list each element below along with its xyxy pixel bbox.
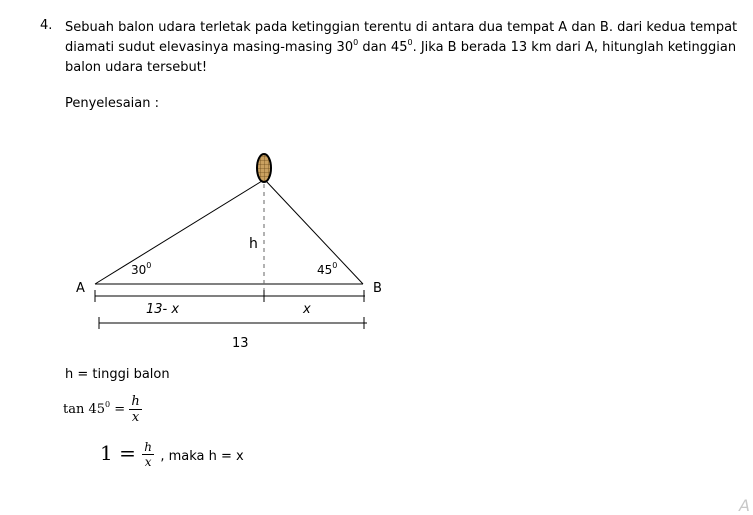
label-height: h [249,236,258,252]
angle-b-degree: 0 [332,261,338,270]
line2-mid: dan 45 [358,40,408,55]
line-balloon-to-b [266,181,363,284]
angle-a-value: 30 [131,263,147,277]
label-angle-b [317,261,337,277]
corner-mark: A [739,496,750,515]
equation-one [100,440,244,469]
problem-text-line-1: Sebuah balon udara terletak pada ketinggian terentu di antara dua tempat A dan B. dari kedua tempat [65,20,738,35]
label-angle-a [131,261,151,277]
degree-sup: 0 [353,38,359,47]
eq2-conclusion: , maka h = x [160,449,244,464]
label-point-b: B [373,281,382,296]
eq1-lhs: tan 45 [63,402,106,417]
solution-label: Penyelesaian : [65,96,159,111]
balloon-icon [257,154,271,182]
angle-b-value: 45 [317,263,333,277]
equation-tan45 [63,394,142,425]
eq2-fraction [142,440,154,469]
eq1-equals: = [114,402,126,417]
line2-post: . Jika B berada 13 km dari A, hitunglah ketinggian [412,40,737,55]
eq2-lhs: 1 [100,441,113,465]
degree-sup: 0 [407,38,413,47]
angle-a-degree: 0 [146,261,152,270]
eq2-numerator: h [144,440,152,454]
line2-pre: diamati sudut elevasinya masing-masing 30 [65,40,354,55]
problem-text-line-3: balon udara tersebut! [65,60,208,75]
label-segment-left: 13- x [146,302,180,317]
eq1-fraction [129,394,141,425]
eq1-denominator: x [129,409,141,425]
label-segment-right: x [303,302,311,317]
line-a-to-balloon [95,181,262,284]
label-total: 13 [232,336,249,351]
label-point-a: A [76,281,85,296]
definition-text: h = tinggi balon [65,367,170,382]
eq2-equals: = [119,441,136,465]
eq1-degree: 0 [105,400,111,409]
eq1-numerator: h [131,394,140,409]
eq2-denominator: x [142,454,154,469]
problem-number: 4. [40,18,53,33]
